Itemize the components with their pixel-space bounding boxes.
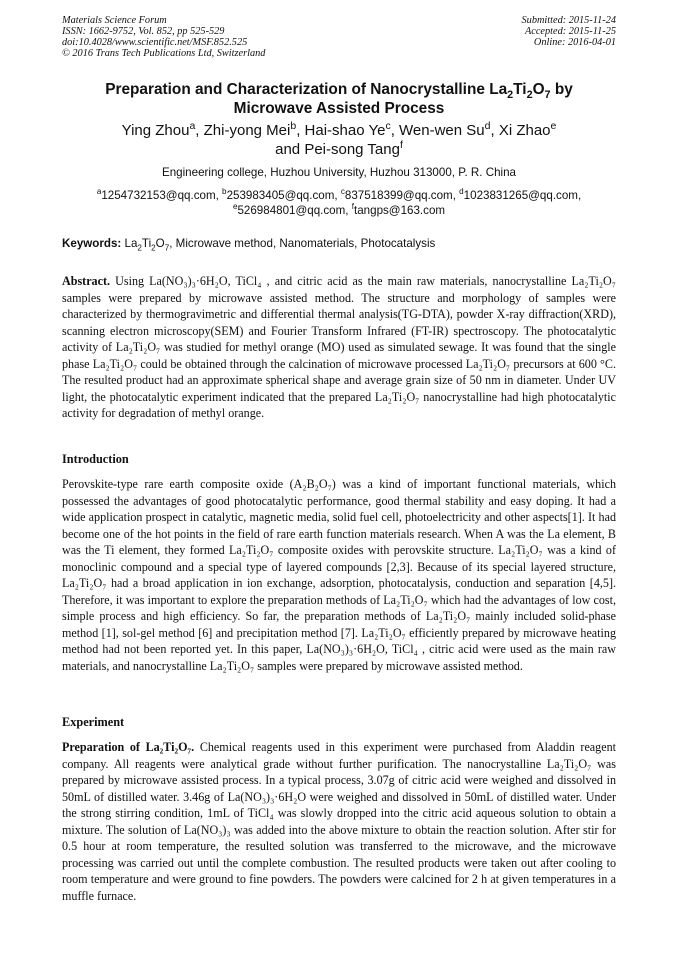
- author-list: Ying Zhou$^a$, Zhi-yong Mei$^b$, Hai-shao Ye$^c$, Wen-wen Su$^d$, Xi Zhao$^e$ and Pei-song Tang$^f$: [121, 120, 557, 158]
- experiment-heading: Experiment: [62, 715, 125, 729]
- keywords-label: Keywords:: [62, 237, 122, 250]
- experiment-text: Preparation of La₂Ti₂O₇. Chemical reagents used in this experiment were purchased from Aladdin reagent company. All reagents were analytical grade without further purification. The nanocrystalline La₂Ti₂O₇ was prepared by microwave assisted process. In a typical process, 3.07g of citric acid were weighed and dissolved in 50mL of distilled water. 3.46g of La(NO₃)₃·6H₂O were weighed and dissolved in 50mL of distilled water. Under the strong stirring condition, 1mL of TiCl₄ was slowly dropped into the citric acid aqueous solution to obtain a mixture. The solution of La(NO₃)₃ was added into the above mixture to obtain the reaction solution. After stir for 0.5 hour at room temperature, the resulted solution was transferred to the microwave, and the microwave processing was carried out until the complete combustion. The resulted products were taken out after cooling to room temperature and were ground to fine powders. The powders were calcined for 2 h at given temperatures in a muffle furnace.: [62, 740, 616, 903]
- issn-line: ISSN: 1662-9752, Vol. 852, pp 525-529: [62, 26, 225, 37]
- author-emails: $^a$1254732153@qq.com, $^b$253983405@qq.com, $^c$837518399@qq.com, $^d$1023831265@qq.com, $^e$526984801@qq.com, $^f$tangps@163.com: [96, 187, 582, 217]
- introduction-text: Perovskite-type rare earth composite oxide (A₂B₂O₇) was a kind of important functional materials, which possessed the advantages of good photocatalytic performance, good thermal stability and easy doping. It had a wide application prospect in catalytic, magnetic media, solid fuel cell, photoelectricity and other aspects[1]. It had become one of the hot points in the field of rare earth function materials research. When A was the La element, B was the Ti element, they formed La₂Ti₂O₇ composite oxides with perovskite structure. La₂Ti₂O₇ was a kind of monoclinic compound and a special type of layered compounds [2,3]. Because of its special layered structure, La₂Ti₂O₇ had a broad application in ion exchange, adsorption, photocatalysis, conduction and separation [4,5]. Therefore, it was important to explore the preparation methods of La₂Ti₂O₇ which had the advantages of low cost, simple process and high efficiency. So far, the preparation methods of La₂Ti₂O₇ mainly included solid-phase method [1], sol-gel method [6] and precipitation method [7]. La₂Ti₂O₇ efficiently prepared by microwave heating method had not been reported yet. In this paper, La(NO₃)₃·6H₂O, TiCl₄ , citric acid were used as the main raw materials, and nanocrystalline La₂Ti₂O₇ samples were prepared by microwave assisted method.: [62, 477, 616, 673]
- abstract-label: Abstract.: [62, 274, 111, 288]
- journal-name: Materials Science Forum: [62, 15, 167, 26]
- accepted-date: Accepted: 2015-11-25: [524, 26, 616, 37]
- doi-line: doi:10.4028/www.scientific.net/MSF.852.525: [62, 37, 248, 48]
- journal-info: [62, 15, 265, 59]
- abstract-text: Using La(NO₃)₃·6H₂O, TiCl₄ , and citric acid as the main raw materials, nanocrystalline La₂Ti₂O₇ samples were prepared by microwave assisted method. The structure and morphology of samples were characterized by thermogravimetric and differential thermal analysis(TG-DTA), powder X-ray diffraction(XRD), scanning electron microscopy(SEM) and Fourier Transform Infrared (FT-IR) spectroscopy. The photocatalytic activity of La₂Ti₂O₇ was studied for methyl orange (MO) used as simulated sewage. It was found that the single phase La₂Ti₂O₇ could be obtained through the calcination of microwave processed La₂Ti₂O₇ precursors at 600 °C. The resulted product had an approximate spherical shape and average grain size of 50 nm in diameter. Under UV light, the photocatalytic experiment indicated that the prepared La₂Ti₂O₇ nanocrystalline had high photocatalytic activity for degradation of methyl orange.: [62, 274, 616, 420]
- submitted-date: Submitted: 2015-11-24: [521, 15, 616, 26]
- keywords: Keywords: $La_2Ti_2O_7$, Microwave method, Nanomaterials, Photocatalysis: [62, 237, 436, 253]
- copyright-line: © 2016 Trans Tech Publications Ltd, Switzerland: [62, 48, 266, 59]
- online-date: Online: 2016-04-01: [533, 37, 616, 48]
- submission-dates: [522, 15, 616, 48]
- abstract: [62, 273, 616, 422]
- affiliation: Engineering college, Huzhou University, Huzhou 313000, P. R. China: [161, 166, 517, 179]
- paper-title: Preparation and Characterization of Nanocrystalline $La_2Ti_2O_7$ by Microwave Assisted Process: [105, 81, 573, 117]
- preparation-label: Preparation of La₂Ti₂O₇.: [62, 740, 195, 754]
- introduction-heading: Introduction: [62, 452, 129, 466]
